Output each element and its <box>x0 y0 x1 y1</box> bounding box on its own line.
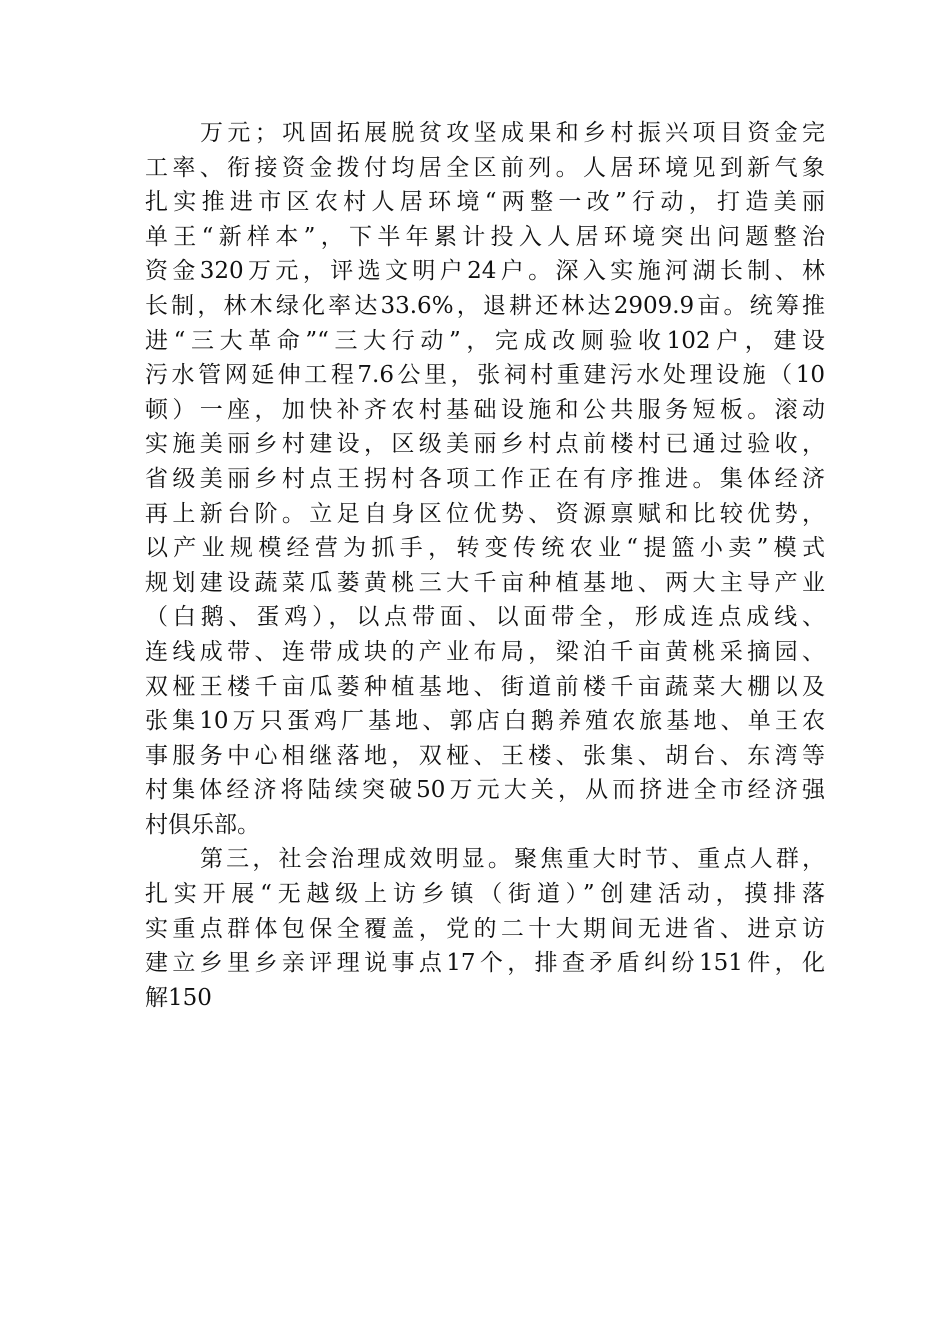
text-line: 第三，社会治理成效明显。聚焦重大时节、重点人群， <box>200 846 825 873</box>
text-line: 以产业规模经营为抓手，转变传统农业“提篮小卖”模式 <box>145 535 825 562</box>
body-text <box>145 116 825 1015</box>
text-line: 村俱乐部。 <box>145 811 260 838</box>
text-line: 双桠王楼千亩瓜蒌种植基地、街道前楼千亩蔬菜大棚以及 <box>145 673 825 700</box>
text-line: 进“三大革命”“三大行动”，完成改厕验收102户，建设 <box>145 327 825 354</box>
text-line: 污水管网延伸工程7.6公里，张祠村重建污水处理设施（10 <box>145 362 825 389</box>
text-line: 扎实开展“无越级上访乡镇（街道）”创建活动，摸排落 <box>145 881 825 908</box>
text-line: 村集体经济将陆续突破50万元大关，从而挤进全市经济强 <box>145 777 825 804</box>
text-line: 长制，林木绿化率达33.6%，退耕还林达2909.9亩。统筹推 <box>145 292 825 319</box>
text-line: 建立乡里乡亲评理说事点17个，排查矛盾纠纷151件，化 <box>145 950 825 977</box>
text-line: 顿）一座，加快补齐农村基础设施和公共服务短板。滚动 <box>145 396 825 423</box>
text-line: 实施美丽乡村建设，区级美丽乡村点前楼村已通过验收， <box>145 431 825 458</box>
text-line: 实重点群体包保全覆盖，党的二十大期间无进省、进京访 <box>145 915 825 942</box>
text-line: 事服务中心相继落地，双桠、王楼、张集、胡台、东湾等 <box>145 742 825 769</box>
text-line: （白鹅、蛋鸡），以点带面、以面带全，形成连点成线、 <box>145 604 825 631</box>
text-line: 资金320万元，评选文明户24户。深入实施河湖长制、林 <box>145 258 825 285</box>
text-line: 扎实推进市区农村人居环境“两整一改”行动，打造美丽 <box>145 189 825 216</box>
text-line: 解150 <box>145 984 212 1011</box>
text-line: 规划建设蔬菜瓜蒌黄桃三大千亩种植基地、两大主导产业 <box>145 569 825 596</box>
text-line: 省级美丽乡村点王拐村各项工作正在有序推进。集体经济 <box>145 465 825 492</box>
text-line: 工率、衔接资金拨付均居全区前列。人居环境见到新气象 <box>145 154 825 181</box>
text-line: 张集10万只蛋鸡厂基地、郭店白鹅养殖农旅基地、单王农 <box>145 708 825 735</box>
text-line: 万元；巩固拓展脱贫攻坚成果和乡村振兴项目资金完 <box>200 120 825 146</box>
text-line: 连线成带、连带成块的产业布局，梁泊千亩黄桃采摘园、 <box>145 638 825 665</box>
text-line: 单王“新样本”，下半年累计投入人居环境突出问题整治 <box>145 223 825 250</box>
text-line: 再上新台阶。立足自身区位优势、资源禀赋和比较优势， <box>145 500 825 527</box>
